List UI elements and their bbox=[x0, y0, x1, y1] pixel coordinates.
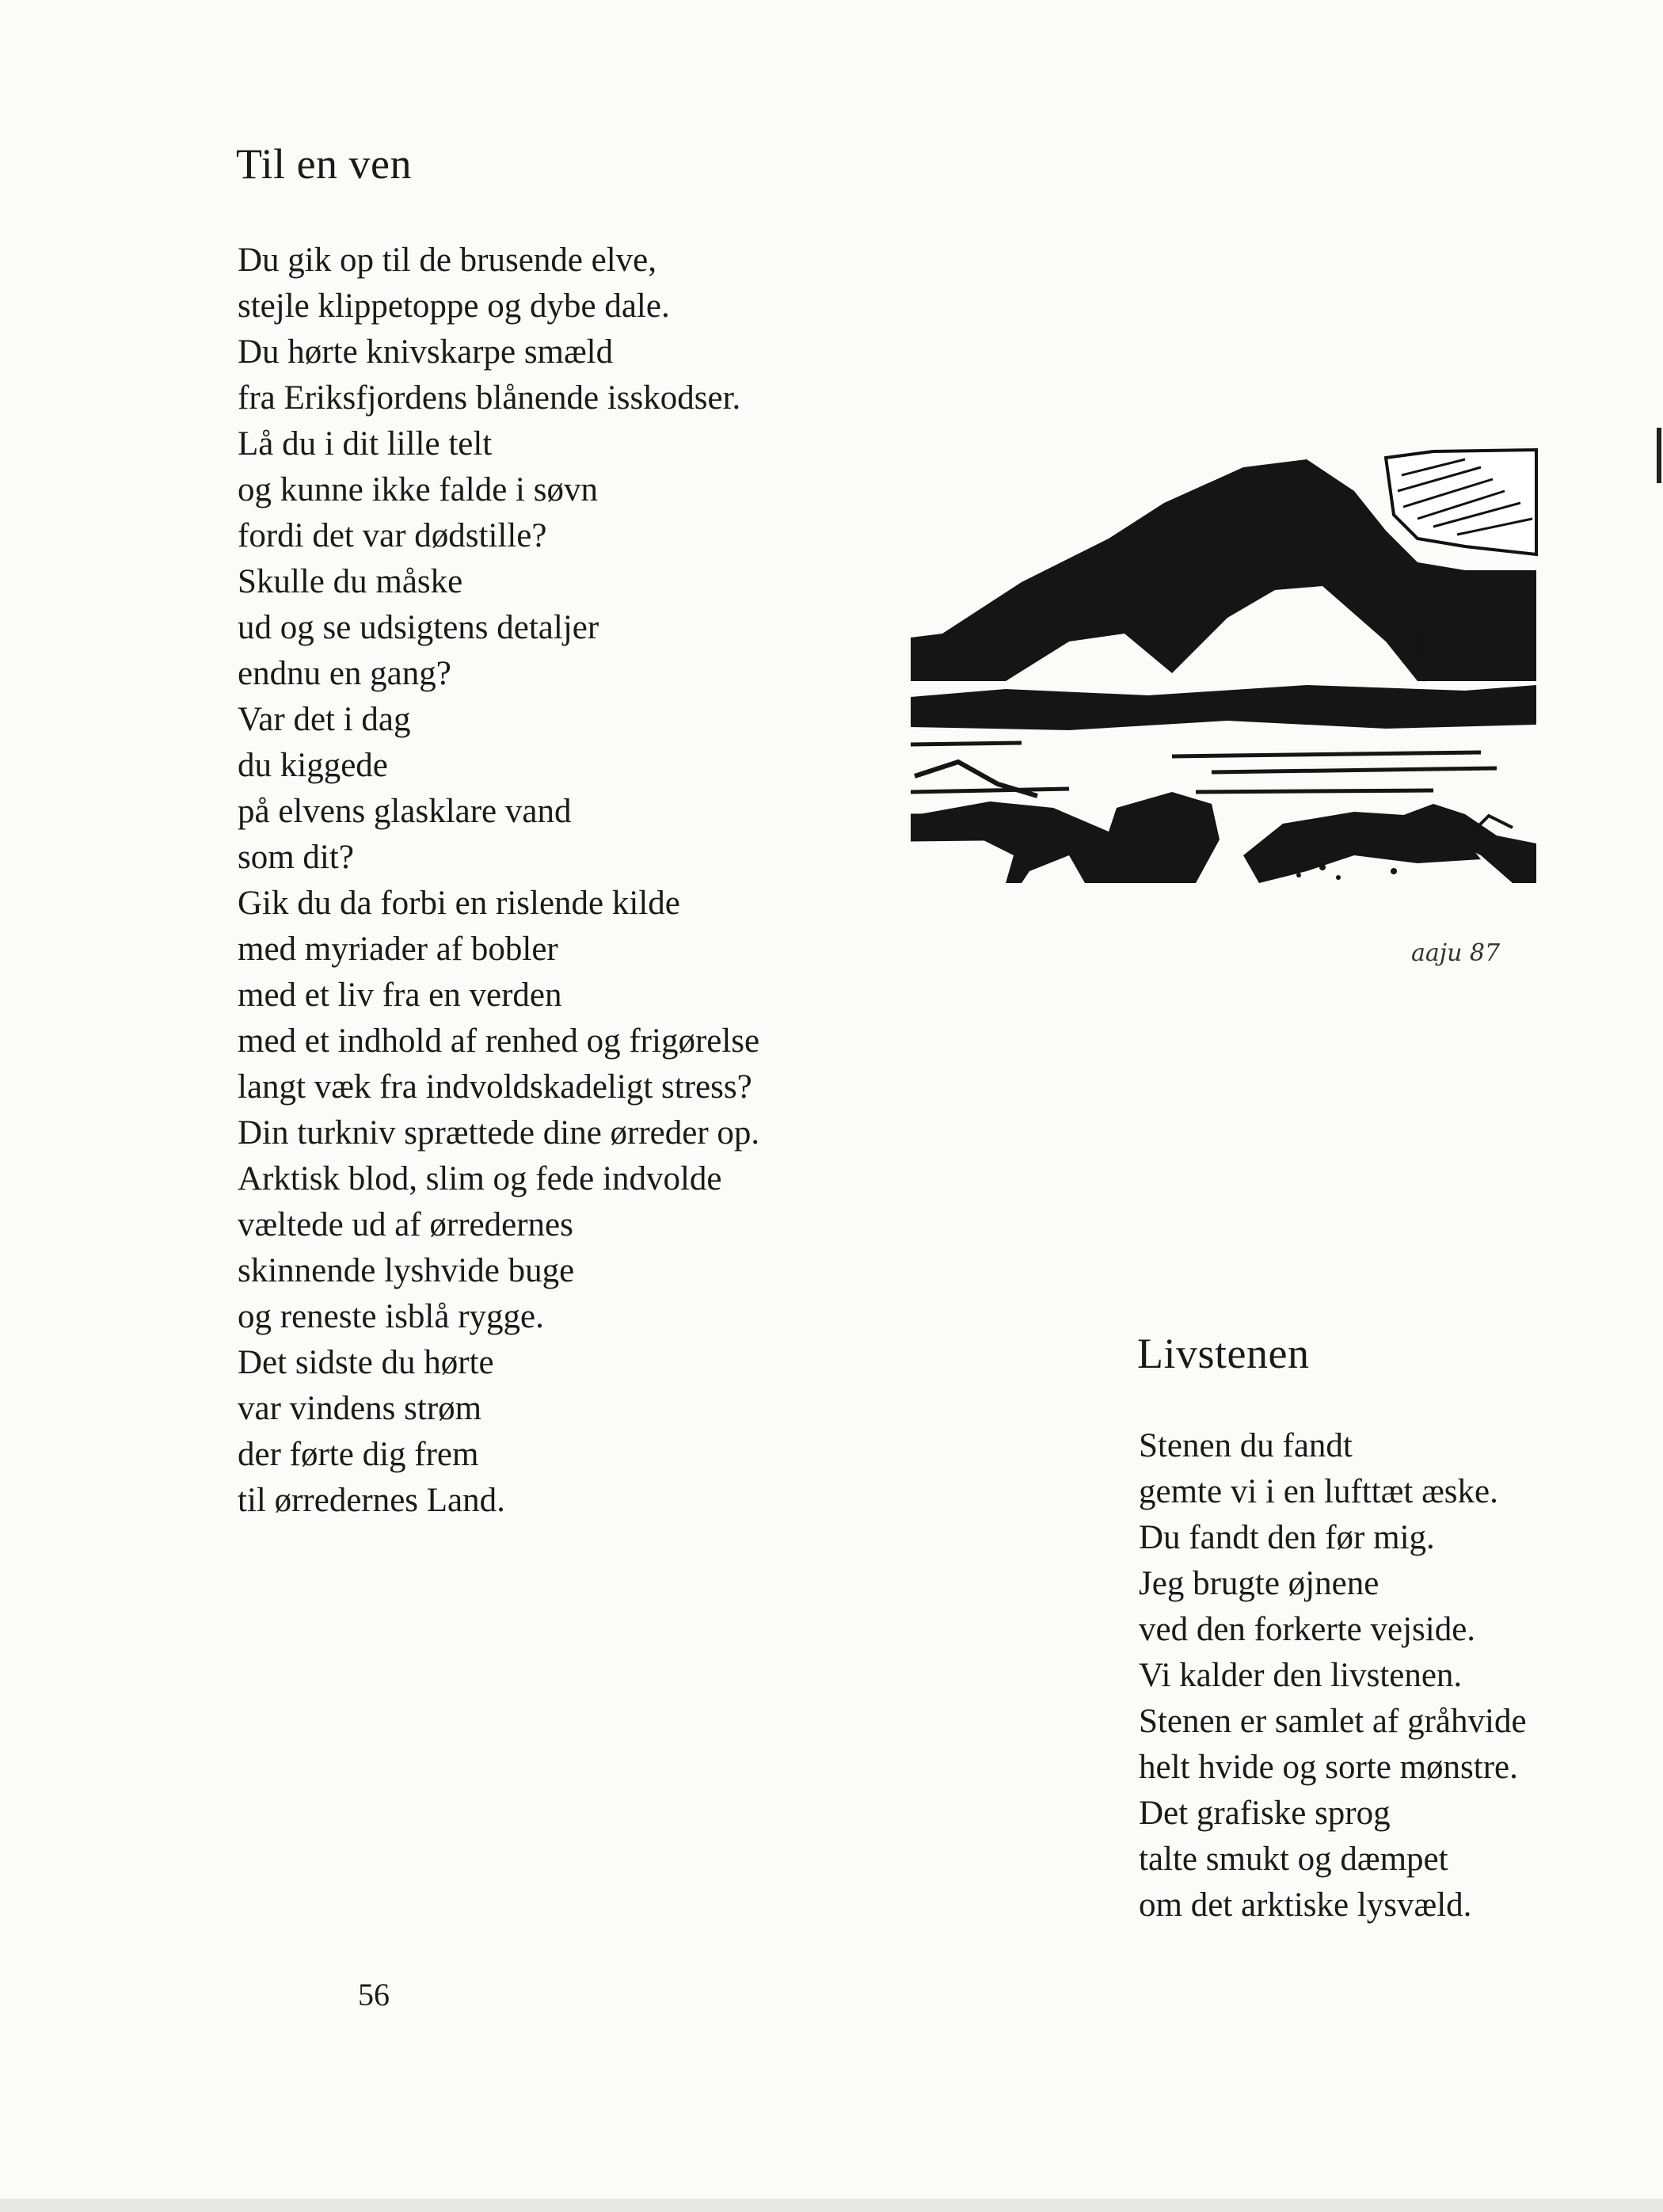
poem-line: Lå du i dit lille telt bbox=[238, 425, 493, 463]
poem-line: og kunne ikke falde i søvn bbox=[238, 471, 598, 508]
poem-line: skinnende lyshvide buge bbox=[238, 1252, 575, 1289]
poem-line: gemte vi i en lufttæt æske. bbox=[1139, 1473, 1498, 1510]
poem-line: Stenen er samlet af gråhvide bbox=[1139, 1703, 1527, 1740]
poem-line: fordi det var dødstille? bbox=[238, 517, 547, 554]
scan-edge-mark bbox=[0, 2199, 1663, 2212]
artist-signature: aaju 87 bbox=[1411, 939, 1501, 967]
poem-line: og reneste isblå rygge. bbox=[238, 1298, 544, 1335]
poem-line: Var det i dag bbox=[238, 701, 411, 738]
poem-line: langt væk fra indvoldskadeligt stress? bbox=[238, 1068, 752, 1106]
poem-line: Stenen du fandt bbox=[1139, 1427, 1353, 1464]
poem-line: Gik du da forbi en rislende kilde bbox=[238, 885, 680, 922]
poem-line: som dit? bbox=[238, 839, 354, 876]
page-number: 56 bbox=[358, 1977, 390, 2012]
poem-line: talte smukt og dæmpet bbox=[1139, 1841, 1448, 1878]
poem-line: var vindens strøm bbox=[238, 1390, 482, 1427]
poem-line: stejle klippetoppe og dybe dale. bbox=[238, 287, 670, 325]
poem-line: du kiggede bbox=[238, 747, 388, 784]
scan-edge-mark bbox=[1657, 428, 1661, 483]
poem-line: Du hørte knivskarpe smæld bbox=[238, 333, 614, 371]
mountain-illustration bbox=[911, 444, 1552, 887]
poem-line: Det grafiske sprog bbox=[1139, 1795, 1391, 1832]
poem-line: Du gik op til de brusende elve, bbox=[238, 242, 657, 279]
poem-line: Jeg brugte øjnene bbox=[1139, 1565, 1379, 1602]
poem-line: helt hvide og sorte mønstre. bbox=[1139, 1749, 1518, 1786]
poem-line: med et indhold af renhed og frigørelse bbox=[238, 1022, 760, 1060]
poem-line: Din turkniv sprættede dine ørreder op. bbox=[238, 1114, 760, 1152]
poem-line: om det arktiske lysvæld. bbox=[1139, 1886, 1472, 1924]
poem-line: Arktisk blod, slim og fede indvolde bbox=[238, 1160, 722, 1197]
poem-line: Skulle du måske bbox=[238, 563, 463, 600]
poem-line: Du fandt den før mig. bbox=[1139, 1519, 1435, 1556]
poem-line: fra Eriksfjordens blånende isskodser. bbox=[238, 379, 741, 417]
poem-line: ved den forkerte vejside. bbox=[1139, 1611, 1476, 1648]
poem-line: med et liv fra en verden bbox=[238, 977, 562, 1014]
poem-line: Vi kalder den livstenen. bbox=[1139, 1657, 1463, 1694]
poem-line: væltede ud af ørredernes bbox=[238, 1206, 573, 1243]
poem-line: der førte dig frem bbox=[238, 1436, 479, 1473]
poem-line: endnu en gang? bbox=[238, 655, 451, 692]
poem-body bbox=[1139, 1423, 1527, 1928]
poem-title: Livstenen bbox=[1137, 1330, 1310, 1377]
poem-title: Til en ven bbox=[236, 140, 413, 188]
poem-line: Det sidste du hørte bbox=[238, 1344, 494, 1381]
poem-line: til ørredernes Land. bbox=[238, 1482, 505, 1519]
poem-body bbox=[238, 238, 759, 1524]
poem-line: på elvens glasklare vand bbox=[238, 793, 572, 830]
poem-line: ud og se udsigtens detaljer bbox=[238, 609, 599, 646]
poem-line: med myriader af bobler bbox=[238, 931, 558, 968]
